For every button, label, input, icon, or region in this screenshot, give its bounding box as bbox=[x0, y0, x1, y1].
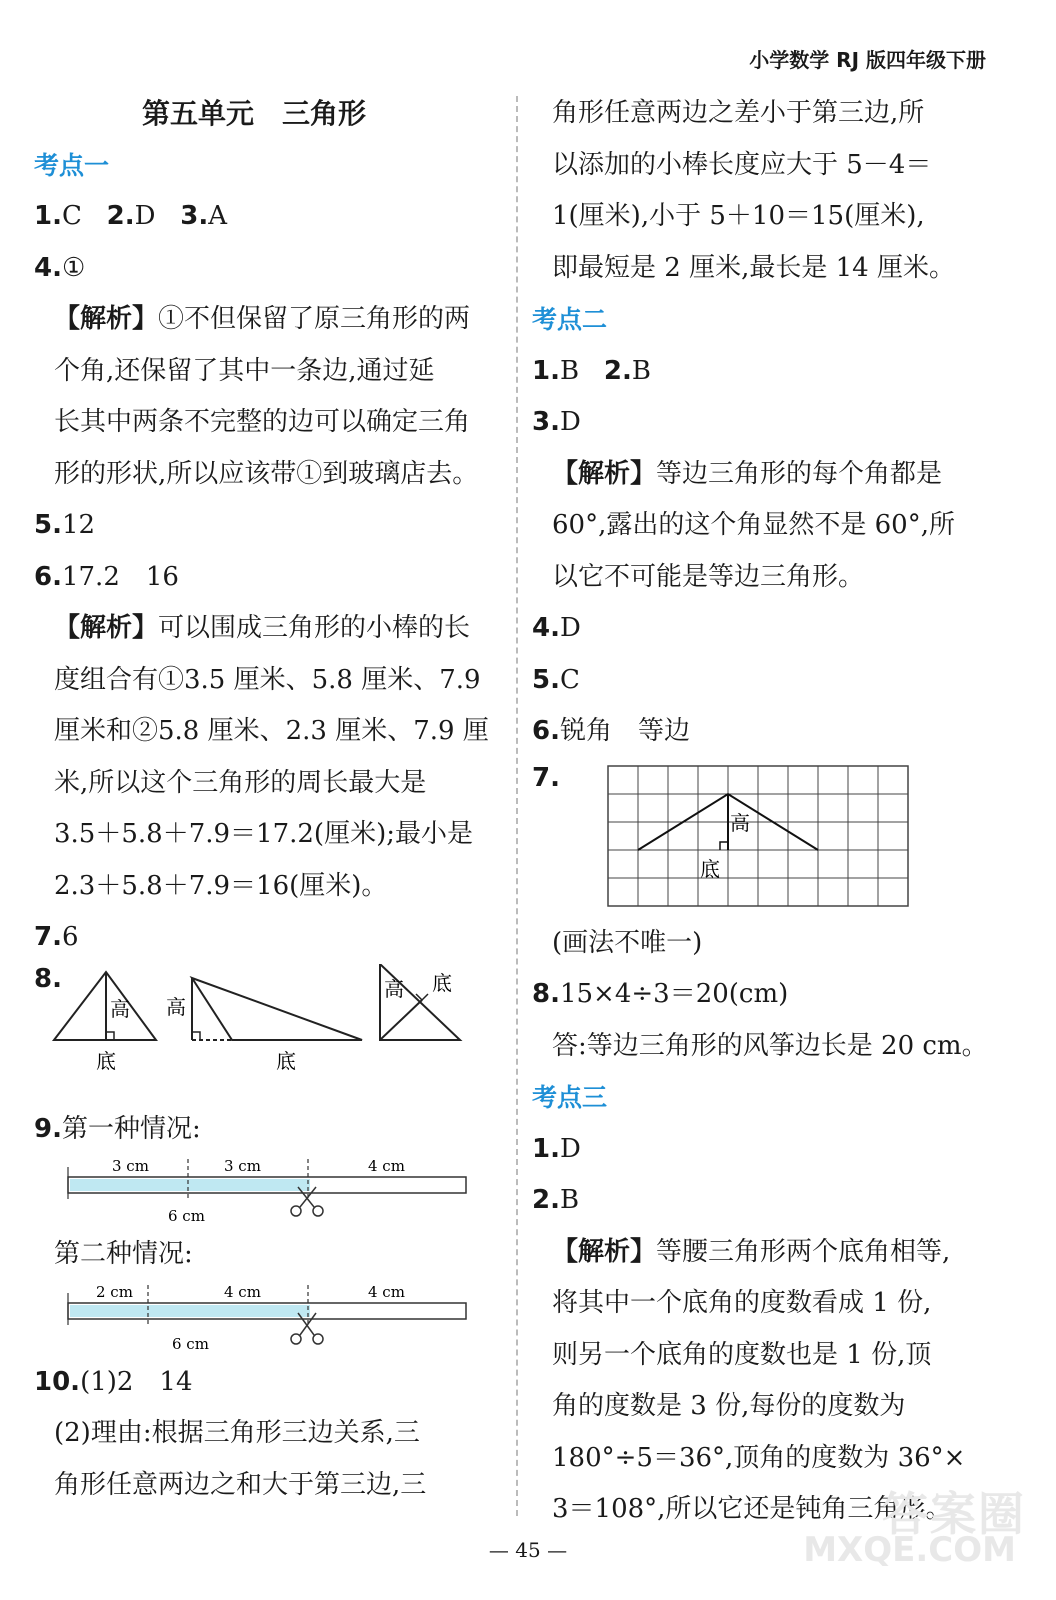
kaodian-2-heading: 考点二 bbox=[532, 305, 608, 334]
q-num: 3. bbox=[532, 407, 560, 437]
q-ans: D bbox=[559, 1133, 581, 1164]
q-num: 2. bbox=[106, 201, 135, 231]
right-column bbox=[532, 88, 1002, 1536]
analysis-tag: 【解析】 bbox=[54, 304, 159, 334]
analysis-text: ①不但保留了原三角形的两 bbox=[158, 304, 471, 334]
analysis-line: 厘米和②5.8 厘米、2.3 厘米、7.9 厘 bbox=[54, 716, 489, 746]
analysis-text: 等腰三角形两个底角相等, bbox=[656, 1236, 951, 1267]
reason-line: 角形任意两边之和大于第三边,三 bbox=[54, 1469, 427, 1500]
analysis-line: 2.3＋5.8＋7.9＝16(厘米)。 bbox=[54, 870, 388, 901]
reason-line: 以添加的小棒长度应大于 5－4＝ bbox=[552, 149, 932, 180]
q-ans: A bbox=[208, 201, 228, 231]
triangle-heights-diagram bbox=[34, 964, 504, 1104]
left-column bbox=[34, 88, 504, 1511]
q7-figure bbox=[532, 758, 1002, 918]
page-header: 小学数学 RJ 版四年级下册 bbox=[749, 48, 986, 72]
answer-5 bbox=[532, 655, 1002, 707]
answer-6 bbox=[532, 706, 1002, 758]
q-ans: B bbox=[559, 1185, 580, 1215]
analysis-tag: 【解析】 bbox=[552, 1236, 657, 1267]
label-di: 底 bbox=[96, 1048, 116, 1073]
analysis-line: 则另一个底角的度数也是 1 份,顶 bbox=[552, 1339, 932, 1370]
length-label: 4 cm bbox=[368, 1282, 405, 1301]
analysis-line: 180°÷5＝36°,顶角的度数为 36°× bbox=[552, 1442, 966, 1473]
label-di: 底 bbox=[700, 856, 720, 881]
right-angle-mark bbox=[720, 842, 728, 850]
scissors-icon bbox=[291, 1187, 323, 1216]
watermark-logo: 答案圈 bbox=[882, 1487, 1026, 1541]
q-ans: 12 bbox=[61, 510, 96, 540]
right-angle-mark bbox=[192, 1032, 200, 1040]
q-ans: B bbox=[631, 355, 651, 386]
q-num: 8. bbox=[532, 979, 560, 1009]
answer-9 bbox=[34, 1104, 504, 1156]
q-num: 1. bbox=[34, 201, 62, 231]
q-num: 7. bbox=[34, 922, 62, 952]
q-num: 5. bbox=[34, 510, 62, 540]
analysis-text: 等边三角形的每个角都是 bbox=[656, 458, 943, 489]
q-num: 10. bbox=[34, 1366, 81, 1397]
q-num: 1. bbox=[532, 355, 560, 386]
answer-1 bbox=[532, 1124, 1002, 1176]
right-angle-mark bbox=[106, 1032, 114, 1040]
analysis-line: 度组合有①3.5 厘米、5.8 厘米、7.9 bbox=[54, 664, 481, 695]
analysis-line: 长其中两条不完整的边可以确定三角 bbox=[54, 407, 471, 437]
length-label: 3 cm bbox=[112, 1157, 149, 1175]
length-label: 3 cm bbox=[224, 1157, 261, 1175]
analysis-text: 可以围成三角形的小棒的长 bbox=[158, 613, 471, 643]
q-ans: 锐角 等边 bbox=[559, 716, 690, 746]
label-gao: 高 bbox=[110, 996, 130, 1021]
triangle-2 bbox=[192, 978, 362, 1040]
answer-1-3 bbox=[34, 191, 504, 243]
label-di: 底 bbox=[276, 1048, 296, 1073]
q-num: 4. bbox=[34, 252, 62, 283]
q-ans: 15×4÷3＝20(cm) bbox=[559, 979, 789, 1009]
answer-statement: 答:等边三角形的风筝边长是 20 cm。 bbox=[552, 1030, 988, 1061]
q-num: 9. bbox=[34, 1113, 62, 1144]
q-ans: 6 bbox=[61, 922, 79, 952]
q-ans: B bbox=[559, 355, 580, 386]
analysis-line: 3＝108°,所以它还是钝角三角形。 bbox=[552, 1494, 952, 1524]
q-num: 5. bbox=[532, 664, 560, 695]
q-num: 3. bbox=[180, 201, 209, 231]
q-ans: D bbox=[134, 201, 156, 231]
length-label: 2 cm bbox=[96, 1282, 133, 1301]
label-gao: 高 bbox=[730, 810, 750, 835]
q-num: 8. bbox=[34, 963, 62, 994]
label-gao: 高 bbox=[166, 994, 186, 1019]
answer-4 bbox=[532, 603, 1002, 655]
answer-1-2 bbox=[532, 346, 1002, 398]
analysis-line: 3.5＋5.8＋7.9＝17.2(厘米);最小是 bbox=[54, 819, 473, 849]
q-ans: C bbox=[61, 201, 82, 231]
length-label: 4 cm bbox=[224, 1282, 261, 1301]
length-label: 6 cm bbox=[168, 1207, 205, 1225]
scissors-icon bbox=[291, 1313, 323, 1344]
q-ans: D bbox=[559, 407, 581, 437]
watermark-url: MXQE.COM bbox=[803, 1530, 1016, 1570]
q-num: 6. bbox=[532, 716, 560, 746]
answer-4 bbox=[34, 243, 504, 295]
q-num: 1. bbox=[532, 1133, 560, 1164]
length-label: 4 cm bbox=[368, 1157, 405, 1175]
drawing-note: (画法不唯一) bbox=[552, 927, 703, 958]
analysis-line bbox=[532, 449, 1002, 501]
analysis-line: 以它不可能是等边三角形。 bbox=[552, 561, 865, 592]
answer-5 bbox=[34, 500, 504, 552]
grid bbox=[608, 766, 908, 906]
analysis-line: 个角,还保留了其中一条边,通过延 bbox=[54, 355, 435, 386]
grid-triangle-diagram bbox=[532, 758, 1002, 918]
q-ans: 17.2 16 bbox=[61, 561, 179, 592]
analysis-line bbox=[532, 1227, 1002, 1279]
q-num: 4. bbox=[532, 613, 560, 643]
q-ans: D bbox=[559, 613, 581, 643]
answer-3 bbox=[532, 397, 1002, 449]
reason-line: 角形任意两边之差小于第三边,所 bbox=[552, 98, 925, 128]
analysis-line: 米,所以这个三角形的周长最大是 bbox=[54, 767, 427, 798]
q-num: 2. bbox=[532, 1185, 560, 1215]
q9-figure-1 bbox=[34, 1155, 504, 1229]
q-ans: 第一种情况: bbox=[61, 1113, 201, 1144]
analysis-tag: 【解析】 bbox=[552, 458, 657, 489]
q-ans: ① bbox=[61, 252, 86, 283]
answer-7 bbox=[34, 912, 504, 964]
answer-8 bbox=[532, 969, 1002, 1021]
reason-line: (2)理由:根据三角形三边关系,三 bbox=[54, 1418, 420, 1448]
analysis-line bbox=[34, 294, 504, 346]
label-gao: 高 bbox=[384, 976, 404, 1001]
analysis-line bbox=[34, 603, 504, 655]
column-divider bbox=[516, 96, 518, 1516]
answer-2 bbox=[532, 1175, 1002, 1227]
ribbon-diagram bbox=[34, 1281, 504, 1357]
unit-title: 第五单元 三角形 bbox=[141, 97, 366, 130]
case-2-label: 第二种情况: bbox=[54, 1239, 193, 1269]
q-num: 6. bbox=[34, 561, 62, 592]
answer-10 bbox=[34, 1357, 504, 1409]
answer-6 bbox=[34, 552, 504, 604]
q-ans: (1)2 14 bbox=[80, 1366, 193, 1397]
analysis-line: 形的形状,所以应该带①到玻璃店去。 bbox=[54, 458, 479, 489]
q-num: 2. bbox=[603, 355, 632, 386]
q-ans: C bbox=[559, 664, 580, 695]
q9-figure-2 bbox=[34, 1281, 504, 1357]
analysis-tag: 【解析】 bbox=[54, 613, 159, 643]
reason-line: 1(厘米),小于 5＋10＝15(厘米), bbox=[552, 201, 925, 231]
q-num: 7. bbox=[532, 762, 560, 793]
q8-figure bbox=[34, 964, 504, 1104]
reason-line: 即最短是 2 厘米,最长是 14 厘米。 bbox=[552, 252, 955, 283]
analysis-line: 60°,露出的这个角显然不是 60°,所 bbox=[552, 510, 955, 540]
analysis-line: 角的度数是 3 份,每份的度数为 bbox=[552, 1391, 906, 1421]
analysis-line: 将其中一个底角的度数看成 1 份, bbox=[552, 1288, 932, 1318]
kaodian-1-heading: 考点一 bbox=[34, 150, 110, 180]
kaodian-3-heading: 考点三 bbox=[532, 1083, 608, 1112]
height-line bbox=[380, 1000, 422, 1040]
ribbon-diagram bbox=[34, 1155, 504, 1229]
page-number: — 45 — bbox=[488, 1538, 568, 1562]
label-di: 底 bbox=[432, 970, 452, 995]
length-label: 6 cm bbox=[172, 1334, 209, 1353]
